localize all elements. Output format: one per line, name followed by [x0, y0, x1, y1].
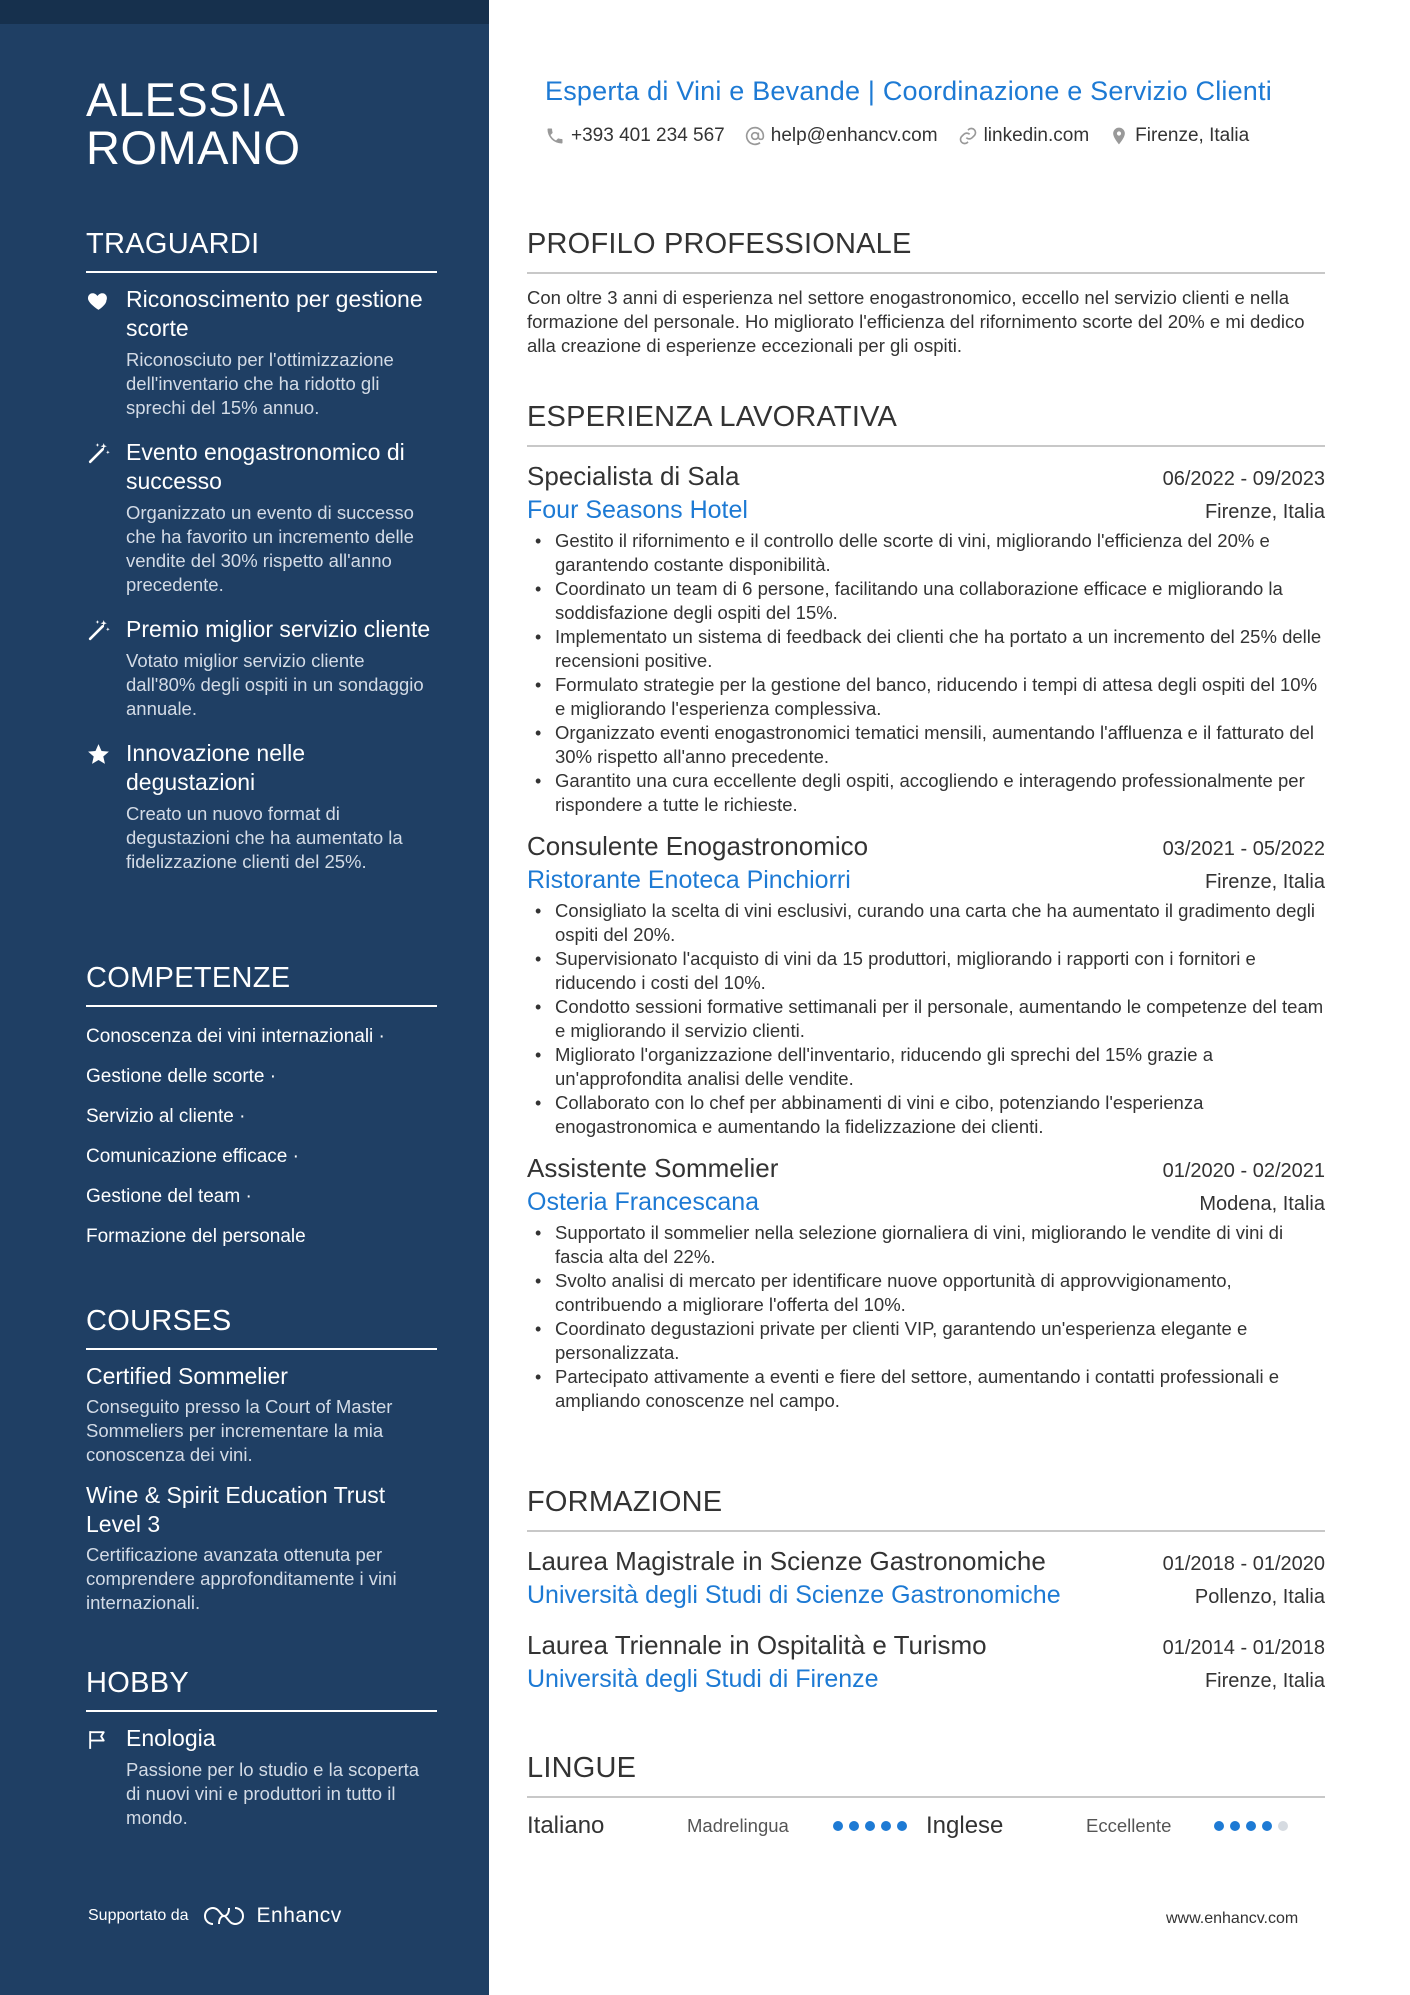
flag-icon — [86, 1724, 126, 1830]
skill-item: Gestione delle scorte · — [86, 1066, 277, 1087]
education-location: Pollenzo, Italia — [1194, 1586, 1325, 1608]
job-location: Modena, Italia — [1199, 1193, 1325, 1215]
education-entry — [527, 1628, 1325, 1696]
sidebar-top-bar — [0, 0, 489, 24]
job-bullets — [527, 529, 1325, 817]
rating-dot-filled — [1230, 1821, 1240, 1831]
job-company: Osteria Francescana — [527, 1188, 760, 1216]
job-role: Specialista di Sala — [527, 461, 740, 491]
job-bullet: • Implementato un sistema di feedback dei clienti che ha portato a un incremento del 25% delle recensioni positive. — [527, 625, 1325, 673]
languages-list — [527, 1812, 1325, 1840]
headline: Esperta di Vini e Bevande | Coordinazione e Servizio Clienti — [545, 76, 1272, 106]
job-dates: 01/2020 - 02/2021 — [1162, 1160, 1325, 1182]
job-bullet: • Gestito il rifornimento e il controllo delle scorte di vini, migliorando l'efficienza del 20% e garantendo costante disponibilità. — [527, 529, 1325, 577]
achievement-description: Votato miglior servizio cliente dall'80% degli ospiti in un sondaggio annuale. — [126, 650, 424, 719]
hobby-title: HOBBY — [86, 1667, 437, 1712]
enhancv-logo-icon — [201, 1903, 247, 1929]
job-bullet: • Supervisionato l'acquisto di vini da 15 produttori, migliorando i rapporti con i fornitori e riducendo i costi del 10%. — [527, 947, 1325, 995]
job-company: Ristorante Enoteca Pinchiorri — [527, 866, 851, 894]
job-entry — [527, 459, 1325, 817]
contact-bar — [545, 125, 1269, 147]
education-entry — [527, 1544, 1325, 1612]
job-bullet: • Svolto analisi di mercato per identificare nuove opportunità di approvvigionamento, contribuendo a migliorare l'offerta del 10%. — [527, 1269, 1325, 1317]
skill-item: Formazione del personale — [86, 1226, 306, 1247]
job-dates: 06/2022 - 09/2023 — [1162, 468, 1325, 490]
achievement-item — [86, 285, 437, 420]
job-bullet: • Organizzato eventi enogastronomici tematici mensili, aumentando l'affluenza e il fatturato del 30% rispetto all'anno precedente. — [527, 721, 1325, 769]
contact-linkedin[interactable] — [958, 125, 1090, 147]
rating-dot-filled — [833, 1821, 843, 1831]
contact-phone[interactable] — [545, 125, 725, 147]
job-bullet: • Partecipato attivamente a eventi e fiere del settore, aumentando i contatti professionali e ampliando conoscenze nel campo. — [527, 1365, 1325, 1413]
education-title: FORMAZIONE — [527, 1486, 1325, 1532]
achievements-title: TRAGUARDI — [86, 228, 437, 273]
profile-text: Con oltre 3 anni di esperienza nel settore enogastronomico, eccello nel servizio clienti e nella formazione del personale. Ho migliorato l'efficienza del rifornimento scorte del 20% e mi dedico alla creazione di esperienze eccezionali per gli ospiti. — [527, 287, 1305, 356]
sidebar — [0, 0, 489, 1995]
skill-item: Comunicazione efficace · — [86, 1146, 299, 1167]
achievement-item — [86, 438, 437, 597]
job-location: Firenze, Italia — [1204, 501, 1325, 523]
skill-item: Conoscenza dei vini internazionali · — [86, 1026, 385, 1047]
heart-icon — [86, 285, 126, 420]
achievement-item — [86, 739, 437, 874]
language-rating — [833, 1821, 913, 1831]
job-entry — [527, 829, 1325, 1139]
achievement-title: Premio miglior servizio cliente — [126, 616, 431, 642]
languages-section — [527, 1752, 1325, 1840]
rating-dot-filled — [1246, 1821, 1256, 1831]
job-bullet: • Collaborato con lo chef per abbinamenti di vini e cibo, potenziando l'esperienza enogastronomica e aumentando la fidelizzazione dei clienti. — [527, 1091, 1325, 1139]
job-bullet: • Garantito una cura eccellente degli ospiti, accogliendo e interagendo professionalmente per rispondere a tutte le richieste. — [527, 769, 1325, 817]
job-company: Four Seasons Hotel — [527, 496, 748, 524]
job-bullet: • Condotto sessioni formative settimanali per il personale, aumentando le competenze del team e migliorando il servizio clienti. — [527, 995, 1325, 1043]
hobby-title-text: Enologia — [126, 1725, 216, 1751]
phone-text: +393 401 234 567 — [571, 125, 725, 146]
language-level: Eccellente — [1086, 1815, 1172, 1836]
footer-website[interactable]: www.enhancv.com — [1166, 1910, 1299, 1927]
linkedin-text: linkedin.com — [983, 125, 1090, 146]
course-description: Conseguito presso la Court of Master Sommeliers per incrementare la mia conoscenza dei vini. — [86, 1396, 393, 1465]
achievement-description: Organizzato un evento di successo che ha favorito un incremento delle vendite del 30% rispetto all'anno precedente. — [126, 502, 414, 595]
job-entry — [527, 1151, 1325, 1413]
course-title: Certified Sommelier — [86, 1363, 288, 1389]
education-school: Università degli Studi di Scienze Gastronomiche — [527, 1581, 1061, 1609]
education-school: Università degli Studi di Firenze — [527, 1665, 879, 1693]
powered-by — [88, 1903, 342, 1929]
job-bullets — [527, 1221, 1325, 1413]
star-icon — [86, 739, 126, 874]
achievement-description: Riconosciuto per l'ottimizzazione dell'inventario che ha ridotto gli sprechi del 15% annuo. — [126, 349, 394, 418]
achievement-title: Evento enogastronomico di successo — [126, 439, 405, 494]
course-item — [86, 1481, 437, 1615]
achievements-section — [86, 228, 437, 892]
hobby-item — [86, 1724, 437, 1830]
powered-by-label: Supportato da — [88, 1907, 189, 1924]
rating-dot-filled — [1214, 1821, 1224, 1831]
job-bullet: • Migliorato l'organizzazione dell'inventario, riducendo gli sprechi del 15% grazie a un'approfondita analisi delle vendite. — [527, 1043, 1325, 1091]
language-item — [527, 1812, 926, 1840]
courses-section — [86, 1305, 437, 1629]
achievement-description: Creato un nuovo format di degustazioni che ha aumentato la fidelizzazione clienti del 25%. — [126, 803, 403, 872]
profile-section — [527, 228, 1325, 358]
experience-title: ESPERIENZA LAVORATIVA — [527, 401, 1325, 447]
education-dates: 01/2018 - 01/2020 — [1162, 1553, 1325, 1575]
achievement-item — [86, 615, 437, 721]
education-section — [527, 1486, 1325, 1712]
enhancv-brand-text: Enhancv — [256, 1904, 342, 1927]
language-rating — [1214, 1821, 1294, 1831]
courses-title: COURSES — [86, 1305, 437, 1350]
at-icon — [745, 126, 765, 146]
job-bullet: • Supportato il sommelier nella selezione giornaliera di vini, migliorando le vendite di vini di fascia alta del 22%. — [527, 1221, 1325, 1269]
education-location: Firenze, Italia — [1204, 1670, 1325, 1692]
achievement-title: Riconoscimento per gestione scorte — [126, 286, 423, 341]
language-item — [926, 1812, 1325, 1840]
skill-item: Gestione del team · — [86, 1186, 252, 1207]
language-level: Madrelingua — [687, 1815, 789, 1836]
location-pin-icon — [1109, 126, 1129, 146]
hobby-section — [86, 1667, 437, 1848]
job-bullet: • Coordinato degustazioni private per clienti VIP, garantendo un'esperienza elegante e personalizzata. — [527, 1317, 1325, 1365]
job-bullets — [527, 899, 1325, 1139]
job-location: Firenze, Italia — [1204, 871, 1325, 893]
course-title: Wine & Spirit Education Trust Level 3 — [86, 1482, 386, 1537]
job-bullet: • Consigliato la scelta di vini esclusivi, curando una carta che ha aumentato il gradimento degli ospiti del 20%. — [527, 899, 1325, 947]
name-first: ALESSIA — [86, 73, 286, 126]
rating-dot-empty — [1278, 1821, 1288, 1831]
magic-wand-icon — [86, 615, 126, 721]
rating-dot-filled — [897, 1821, 907, 1831]
skill-item: Servizio al cliente · — [86, 1106, 246, 1127]
languages-title: LINGUE — [527, 1752, 1325, 1798]
contact-email[interactable] — [745, 125, 938, 147]
job-role: Assistente Sommelier — [527, 1153, 779, 1183]
rating-dot-filled — [865, 1821, 875, 1831]
education-degree: Laurea Triennale in Ospitalità e Turismo — [527, 1630, 987, 1660]
education-degree: Laurea Magistrale in Scienze Gastronomiche — [527, 1546, 1046, 1576]
candidate-name — [86, 73, 301, 174]
education-dates: 01/2014 - 01/2018 — [1162, 1637, 1325, 1659]
contact-location — [1109, 125, 1249, 147]
skills-title: COMPETENZE — [86, 962, 437, 1007]
magic-wand-icon — [86, 438, 126, 597]
name-last: ROMANO — [86, 121, 301, 174]
rating-dot-filled — [1262, 1821, 1272, 1831]
language-name: Italiano — [527, 1812, 605, 1839]
enhancv-logo[interactable] — [201, 1903, 342, 1929]
job-bullet: • Coordinato un team di 6 persone, facilitando una collaborazione efficace e migliorando la soddisfazione degli ospiti del 15%. — [527, 577, 1325, 625]
link-icon — [958, 126, 978, 146]
job-bullet: • Formulato strategie per la gestione del banco, riducendo i tempi di attesa degli ospiti del 10% e migliorando l'esperienza complessiva. — [527, 673, 1325, 721]
experience-section — [527, 401, 1325, 1425]
location-text: Firenze, Italia — [1135, 125, 1250, 146]
course-item — [86, 1362, 437, 1467]
phone-icon — [545, 126, 565, 146]
email-text: help@enhancv.com — [770, 125, 938, 146]
course-description: Certificazione avanzata ottenuta per comprendere approfonditamente i vini internazionali. — [86, 1544, 397, 1613]
job-dates: 03/2021 - 05/2022 — [1162, 838, 1325, 860]
achievement-title: Innovazione nelle degustazioni — [126, 740, 306, 795]
profile-title: PROFILO PROFESSIONALE — [527, 228, 1325, 274]
job-role: Consulente Enogastronomico — [527, 831, 869, 861]
rating-dot-filled — [881, 1821, 891, 1831]
hobby-description: Passione per lo studio e la scoperta di nuovi vini e produttori in tutto il mondo. — [126, 1759, 420, 1828]
language-name: Inglese — [926, 1812, 1004, 1839]
skills-section — [86, 962, 437, 1267]
rating-dot-filled — [849, 1821, 859, 1831]
